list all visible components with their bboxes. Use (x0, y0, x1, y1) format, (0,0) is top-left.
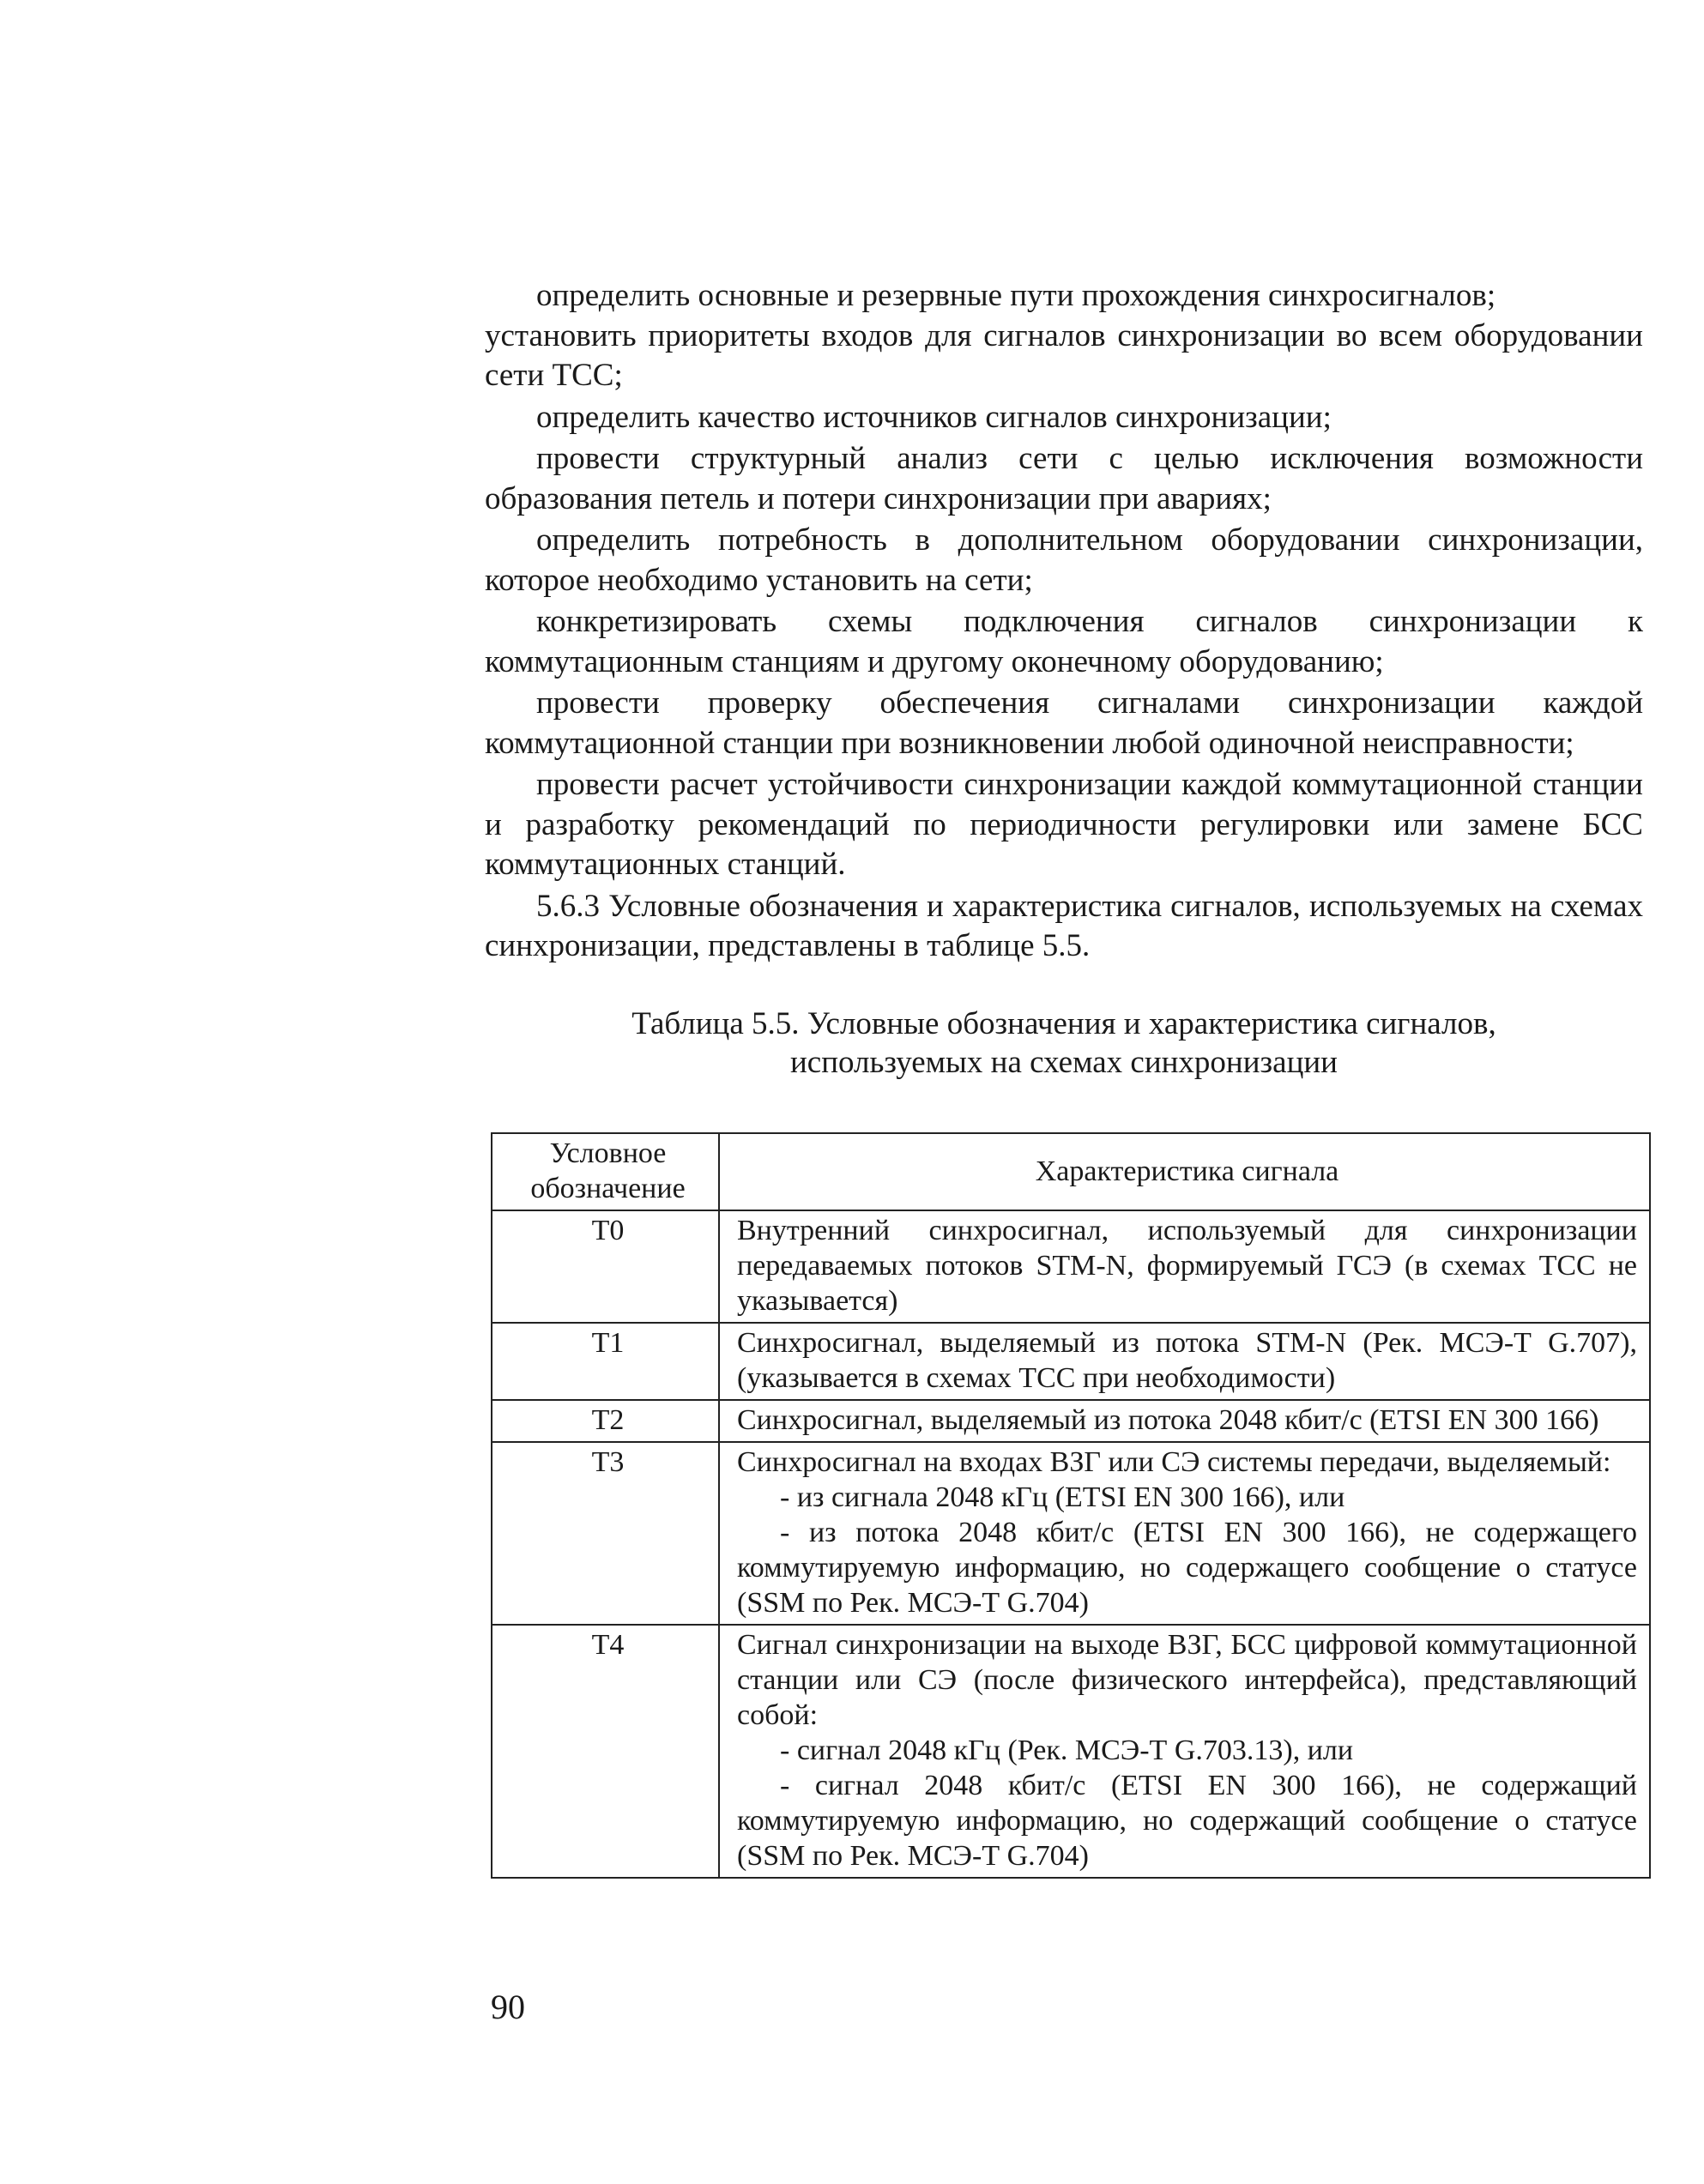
page-number: 90 (491, 1988, 525, 2026)
paragraph: провести расчет устойчивости синхронизации каждой коммутационной станции и разработку рекомендаций по периодичности регулировки или замене БСС коммутационных станций. (485, 767, 1643, 882)
body-text (485, 276, 1643, 1082)
signal-code: Т1 (492, 1323, 719, 1400)
header-code: Условное обозначение (492, 1133, 719, 1210)
paragraph: определить потребность в дополнительном оборудовании синхронизации, которое необходимо установить на сети; (485, 522, 1643, 598)
signal-description-cell (719, 1625, 1650, 1878)
paragraph: определить основные и резервные пути прохождения синхросигналов; (536, 278, 1496, 313)
paragraph: провести проверку обеспечения сигналами синхронизации каждой коммутационной станции при возникновении любой одиночной неисправности; (485, 685, 1643, 761)
table-row (492, 1442, 1650, 1625)
signal-description: Синхросигнал, выделяемый из потока 2048 кбит/с (ETSI EN 300 166) (719, 1400, 1650, 1442)
signal-code: Т3 (492, 1442, 719, 1625)
signal-bullet: - из потока 2048 кбит/с (ETSI EN 300 166), не содержащего коммутируемую информацию, но содержащего сообщение о статусе (SSM по Рек. МСЭ-Т G.704) (737, 1517, 1637, 1619)
paragraph: определить качество источников сигналов синхронизации; (536, 399, 1332, 435)
signal-bullet: - сигнал 2048 кГц (Рек. МСЭ-Т G.703.13), или (780, 1735, 1354, 1766)
signal-bullet: - сигнал 2048 кбит/с (ETSI EN 300 166), не содержащий коммутируемую информацию, но содержащий сообщение о статусе (SSM по Рек. МСЭ-Т G.704) (737, 1770, 1637, 1872)
paragraph: установить приоритеты входов для сигналов синхронизации во всем оборудовании сети ТСС; (485, 317, 1643, 393)
table-row (492, 1625, 1650, 1878)
paragraph: конкретизировать схемы подключения сигналов синхронизации к коммутационным станциям и другому оконечному оборудованию; (485, 604, 1643, 679)
signal-code: Т2 (492, 1400, 719, 1442)
signal-bullet: - из сигнала 2048 кГц (ETSI EN 300 166), или (780, 1481, 1345, 1513)
table-header-row (492, 1133, 1650, 1210)
signal-description: Синхросигнал на входах ВЗГ или СЭ системы передачи, выделяемый: (737, 1446, 1611, 1478)
signal-code: Т0 (492, 1210, 719, 1323)
table-caption-line: используемых на схемах синхронизации (790, 1044, 1338, 1080)
signal-description: Внутренний синхросигнал, используемый для синхронизации передаваемых потоков STM-N, формируемый ГСЭ (в схемах ТСС не указывается) (719, 1210, 1650, 1323)
table-row (492, 1210, 1650, 1323)
signal-description: Синхросигнал, выделяемый из потока STM-N (Рек. МСЭ-Т G.707), (указывается в схемах ТСС при необходимости) (719, 1323, 1650, 1400)
table-row (492, 1400, 1650, 1442)
table-row (492, 1323, 1650, 1400)
table-caption (485, 1005, 1643, 1082)
paragraph: 5.6.3 Условные обозначения и характеристика сигналов, используемых на схемах синхронизации, представлены в таблице 5.5. (485, 888, 1643, 963)
paragraph: провести структурный анализ сети с целью исключения возможности образования петель и потери синхронизации при авариях; (485, 441, 1643, 516)
signal-description: Сигнал синхронизации на выходе ВЗГ, БСС цифровой коммутационной станции или СЭ (после физического интерфейса), представляющий собой: (737, 1629, 1637, 1731)
signals-table (491, 1132, 1651, 1879)
header-description: Характеристика сигнала (719, 1133, 1650, 1210)
table-caption-line: Таблица 5.5. Условные обозначения и характеристика сигналов, (631, 1005, 1496, 1041)
signal-code: Т4 (492, 1625, 719, 1878)
signal-description-cell (719, 1442, 1650, 1625)
